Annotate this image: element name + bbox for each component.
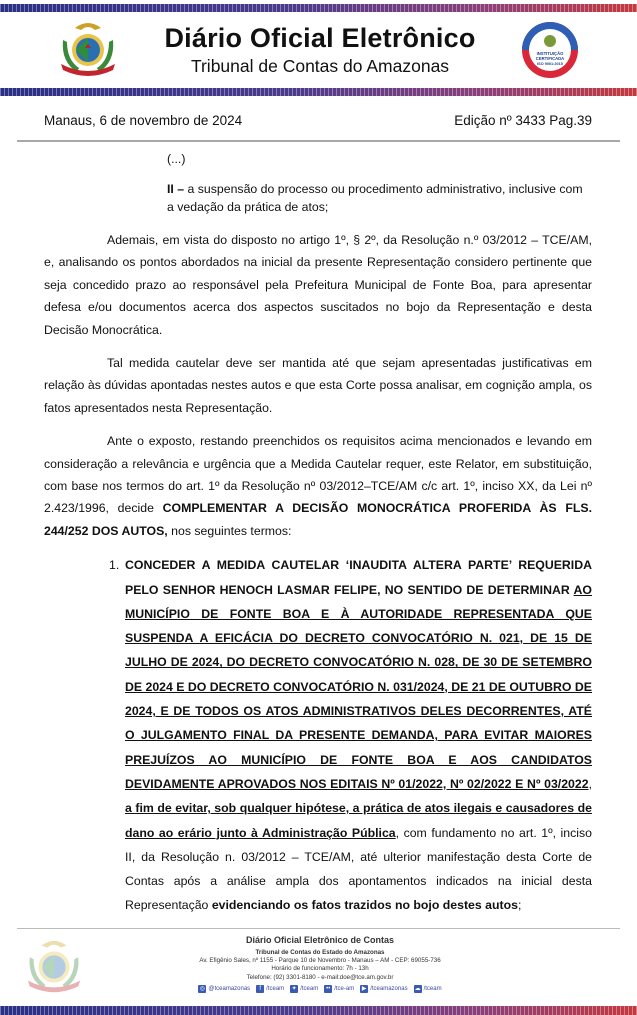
item-1-content: [125, 553, 592, 917]
quote-item-ii: [167, 180, 592, 216]
footer-address: Av. Efigênio Sales, nº 1155 - Parque 10 de Novembro - Manaus – AM - CEP: 69055-736: [199, 956, 441, 964]
footer-org: Tribunal de Contas do Estado do Amazonas: [255, 948, 385, 956]
item-ii-label: II –: [167, 182, 185, 196]
iso-certification-badge: [521, 21, 579, 79]
header-bottom-stripe: [0, 88, 637, 96]
top-decorative-stripe: [0, 4, 637, 12]
item-number: 1.: [109, 558, 120, 573]
footer-info: [150, 934, 490, 994]
publication-date: Manaus, 6 de novembro de 2024: [44, 113, 243, 128]
social-youtube[interactable]: [360, 985, 407, 994]
item-1-purpose: a fim de evitar, sob qualquer hipótese, a prática de atos ilegais e causadores de dano ao erário junto à Administração Pública: [125, 801, 592, 840]
badge-line-1: INSTITUIÇÃO: [536, 51, 564, 56]
coat-of-arms-logo: [55, 18, 121, 82]
youtube-icon: ▶: [361, 986, 367, 993]
paragraph-medida-cautelar: Tal medida cautelar deve ser mantida até que sejam apresentadas justificativas em relação às dúvidas apontadas nestes autos e que esta Corte possa analisar, em cognição ampla, os fatos apresentados nesta Representação.: [44, 356, 592, 415]
page-footer: [0, 929, 637, 1002]
social-instagram[interactable]: [198, 985, 250, 994]
social-flickr[interactable]: [324, 985, 354, 994]
footer-hours: Horário de funcionamento: 7h - 13h: [271, 965, 369, 973]
social-soundcloud[interactable]: [414, 985, 442, 994]
newspaper-subtitle: Tribunal de Contas do Amazonas: [190, 56, 450, 76]
instagram-icon: ◎: [199, 986, 206, 993]
item-ii-text: a suspensão do processo ou procedimento administrativo, inclusive com a vedação da prática de atos;: [167, 182, 583, 214]
social-flickr-label: /tce-am: [334, 985, 355, 992]
item-1-lead: CONCEDER A MEDIDA CAUTELAR ‘INAUDITA ALTERA PARTE’ REQUERIDA PELO SENHOR HENOCH LASMAR FELIPE, NO SENTIDO DE DETERMINAR: [125, 558, 592, 597]
item-1-determination: AO MUNICÍPIO DE FONTE BOA E À AUTORIDADE REPRESENTADA QUE SUSPENDA A EFICÁCIA DO DECRETO CONVOCATÓRIO N. 021, DE 15 DE JULHO DE 2024, DO DECRETO CONVOCATÓRIO N. 028, DE 30 DE SETEMBRO DE 2024 E DO DECRETO CONVOCATÓRIO N. 031/2024, DE 21 DE OUTUBRO DE 2024, E DE TODOS OS ATOS ADMINISTRATIVOS DELES DECORRENTES, ATÉ O JULGAMENTO FINAL DA PRESENTE DEMANDA, PARA EVITAR MAIORES PREJUÍZOS AO MUNICÍPIO DE FONTE BOA E AOS CANDIDATOS DEVIDAMENTE APROVADOS NOS EDITAIS Nº 01/2022, Nº 02/2022 E Nº 03/2022: [125, 582, 592, 791]
page-header: [0, 12, 637, 88]
item-1-separator: ,: [588, 776, 592, 791]
footer-contact: Telefone: (92) 3301-8180 - e-mail:doe@tce.am.gov.br: [246, 973, 394, 981]
decision-tail: nos seguintes termos:: [167, 523, 292, 538]
social-twitter-label: /tceam: [300, 985, 319, 992]
flickr-icon: ••: [326, 986, 331, 993]
footer-coat-of-arms-logo: [22, 935, 86, 999]
item-1-evidence: evidenciando os fatos trazidos no bojo destes autos: [211, 898, 518, 913]
publication-meta: [0, 96, 637, 130]
item-1-legal-basis: , com fundamento no art. 1º, inciso II, da Resolução n. 03/2012 – TCE/AM, até ulterior manifestação desta Corte de Contas após a análise ampla dos apontamentos indicados na inicial desta Representação: [125, 825, 592, 913]
paragraph-ademais: Ademais, em vista do disposto no artigo 1º, § 2º, da Resolução n.º 03/2012 – TCE/AM, e, analisando os pontos abordados na inicial da presente Representação considero pertinente que seja concedido prazo ao responsável pela Prefeitura Municipal de Fonte Boa, para apresentar defesa e/ou documentos acerca dos aspectos suscitados no bojo da Representação e desta Decisão Monocrática.: [44, 233, 592, 337]
newspaper-title: Diário Oficial Eletrônico: [164, 23, 476, 53]
footer-decorative-stripe: [0, 1006, 637, 1015]
social-instagram-label: @tceamazonas: [208, 985, 251, 992]
decision-item-1: [109, 553, 592, 917]
item-1-end: ;: [517, 898, 522, 913]
badge-line-3: ISO 9001:2015: [537, 62, 563, 66]
social-twitter[interactable]: [290, 985, 318, 994]
soundcloud-icon: ☁: [414, 986, 421, 993]
footer-title: Diário Oficial Eletrônico de Contas: [245, 934, 395, 945]
document-body: [0, 142, 637, 918]
social-soundcloud-label: /tceam: [423, 985, 442, 992]
twitter-icon: ✦: [291, 986, 297, 993]
quote-ellipsis: (...): [167, 152, 186, 166]
badge-line-2: CERTIFICADA: [535, 56, 565, 61]
social-facebook-label: /tceam: [266, 985, 285, 992]
social-facebook[interactable]: [256, 985, 284, 994]
paragraph-ante-exposto: [44, 430, 592, 542]
social-youtube-label: /tceamazonas: [370, 985, 408, 992]
decision-intro: Ante o exposto, restando preenchidos os requisitos acima mencionados e levando em consideração a relevância e urgência que a Medida Cautelar requer, este Relator, em substituição, com base nos termos do art. 1º da Resolução nº 03/2012–TCE/AM c/c art. 1º, inciso XX, da Lei nº 2.423/1996, decide: [44, 434, 592, 516]
decision-bold: COMPLEMENTAR A DECISÃO MONOCRÁTICA PROFERIDA ÀS FLS. 244/252 DOS AUTOS,: [44, 501, 592, 538]
facebook-icon: f: [256, 985, 264, 993]
social-links: [150, 985, 490, 994]
edition-page-number: Edição nº 3433 Pag.39: [454, 113, 592, 128]
